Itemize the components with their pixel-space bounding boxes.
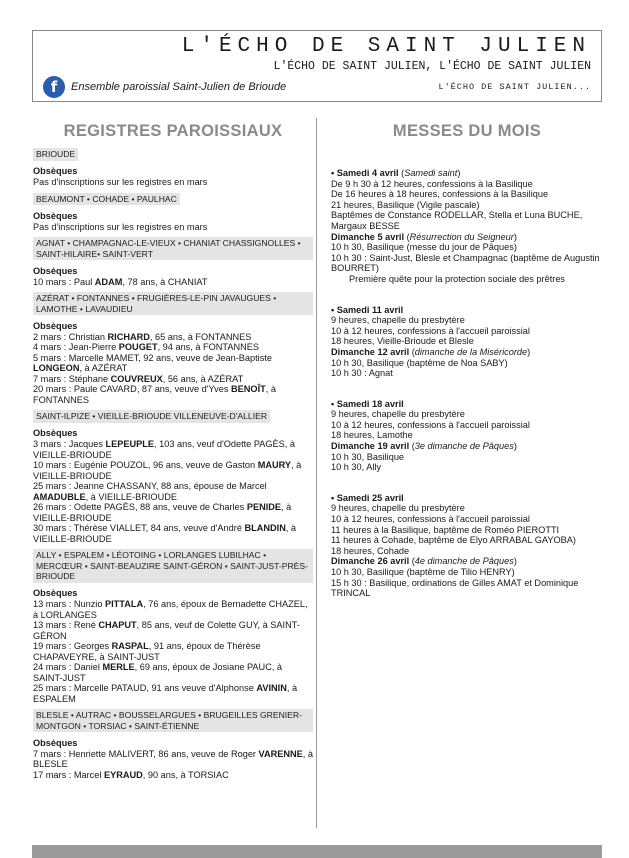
deceased-surname: POUGET [118,342,158,352]
registres-list [33,144,313,780]
registre-entry [33,523,313,544]
entry-text: Pas d'inscriptions sur les registres en mars [33,177,208,187]
registre-block [33,544,313,704]
mass-text: ) [527,346,531,357]
deceased-surname: COUVREUX [110,373,163,384]
mass-text: 10 h 30 : Agnat [331,368,393,379]
mass-week [331,493,603,599]
mass-day: • Samedi 25 avril [331,492,404,503]
entry-text: , à AZÉRAT [79,363,128,373]
mass-line [331,336,603,347]
mass-line [331,358,603,369]
mass-line [331,253,603,274]
entry-text: 19 mars : Georges [33,641,112,651]
mass-day: Dimanche 19 avril [331,441,412,452]
mass-day: Dimanche 12 avril [331,346,412,357]
mass-line [331,420,603,431]
mass-text: De 9 h 30 à 12 heures, confessions à la Basilique [331,178,533,189]
entry-text: 5 mars : Marcelle MAMET, 92 ans, veuve de Jean-Baptiste [33,352,272,363]
registre-entry [33,177,313,188]
footer-bar [32,845,602,858]
deceased-surname: RICHARD [107,331,150,342]
deceased-surname: LONGEON [33,363,80,373]
location-header: BLESLE • AUTRAC • BOUSSELARGUES • BRUGEILLES GRENIER-MONTGON • TORSIAC • SAINT-ÉTIENNE [33,709,313,732]
masthead-footer [43,76,591,98]
obseques-label: Obsèques [33,737,78,748]
entry-text: , à VIEILLE-BRIOUDE [33,502,292,523]
mass-day: • Samedi 11 avril [331,304,404,315]
registres-title: REGISTRES PAROISSIAUX [63,122,283,140]
mass-line [331,452,603,463]
mass-line [331,315,603,326]
registre-entry [33,222,313,233]
mass-day: • Samedi 4 avril [331,168,402,178]
deceased-surname: AVININ [256,683,287,693]
obseques-label: Obsèques [33,428,78,438]
registre-entry [33,460,313,481]
entry-text: 20 mars : Paule CAVARD, 87 ans, veuve d'Yves [33,384,232,394]
registre-entry [33,683,313,704]
entry-text: 7 mars : Stéphane [33,373,111,384]
registre-entry [33,599,313,620]
liturgical-note: dimanche de la Miséricorde [414,346,528,357]
mass-line [331,232,603,243]
mass-text: ( [401,168,405,178]
mass-text: Baptêmes de Constance RODELLAR, Stella et Luna BUCHE, Margaux BESSE [331,210,583,231]
mass-week [331,305,603,379]
obseques-label: Obsèques [33,166,78,176]
registre-entry [33,277,313,288]
entry-text: , 56 ans, à AZÉRAT [162,373,244,384]
entry-text: , à VIEILLE-BRIOUDE [33,523,297,544]
location-header: SAINT-ILPIZE • VIEILLE-BRIOUDE VILLENEUVE-D'ALLIER [33,410,270,423]
entry-text: , à BLESLE [33,748,314,769]
mass-text: De 16 heures à 18 heures, confessions à la Basilique [331,189,549,200]
entry-text: 26 mars : Odette PAGÈS, 88 ans, veuve de Charles [33,502,247,512]
entry-text: , 65 ans, à FONTANNES [149,331,252,342]
entry-text: 7 mars : Henriette MALIVERT, 86 ans, veuve de Roger [33,748,259,759]
mass-text: 10 h 30, Basilique (messe du jour de Pâques) [331,242,517,253]
newsletter-title: L'ÉCHO DE SAINT JULIEN [181,35,591,58]
mass-text: 15 h 30 : Basilique, ordinations de Gilles AMAT et Dominique TRINCAL [331,577,579,599]
mass-week [331,399,603,473]
liturgical-note: 3e dimanche de Pâques [414,441,514,452]
entry-text: 10 mars : Paul [33,276,95,287]
mass-text: 21 heures, Basilique (Vigile pascale) [331,199,480,210]
obseques-label: Obsèques [33,588,78,598]
mass-line [331,409,603,420]
entry-text: 3 mars : Jacques [33,439,106,449]
entry-text: , à VIEILLE-BRIOUDE [85,491,177,502]
obseques-label: Obsèques [33,265,78,276]
location-header: AGNAT • CHAMPAGNAC-LE-VIEUX • CHANIAT CHASSIGNOLLES • SAINT-HILAIRE• SAINT-VERT [33,237,313,260]
liturgical-note: 4e dimanche de Pâques [414,556,514,567]
parish-name: Ensemble paroissial Saint-Julien de Brioude [71,81,287,93]
mass-line [331,514,603,525]
registre-entry [33,332,313,343]
registre-entry [33,342,313,353]
mass-text: 10 h 30, Ally [331,462,382,473]
column-divider [316,118,317,828]
mass-line [331,347,603,358]
mass-day: Dimanche 26 avril [331,556,412,567]
deceased-surname: PENIDE [246,502,282,512]
entry-text: 17 mars : Marcel [33,769,104,780]
liturgical-note: Samedi saint [404,168,458,178]
mass-text: 11 heures à Cohade, baptême de Elyo ARRABAL GAYOBA) [331,535,576,546]
mass-line [331,493,603,504]
entry-text: 25 mars : Jeanne CHASSANY, 88 ans, épouse de Marcel [33,481,267,491]
registres-column [33,118,313,780]
mass-text: 9 heures, chapelle du presbytère [331,503,465,514]
location-header: ALLY • ESPALEM • LÉOTOING • LORLANGES LUBILHAC • MERCŒUR • SAINT-BEAUZIRE SAINT-GÉRON • SAINT-JUST-PRÈS-BRIOUDE [33,549,313,583]
entry-text: 13 mars : René [33,620,99,630]
entry-text: , à VIEILLE-BRIOUDE [33,460,302,481]
registre-entry [33,620,313,641]
registre-entry [33,384,313,405]
mass-text: ( [411,556,415,567]
mass-day: • Samedi 18 avril [331,398,404,409]
registre-block [33,704,313,780]
deceased-surname: MAURY [257,460,292,470]
entry-text: 25 mars : Marcelle PATAUD, 91 ans veuve d'Alphonse [33,683,257,693]
entry-text: , 103 ans, veuf d'Odette PAGÈS, à VIEILLE-BRIOUDE [33,439,296,460]
mass-text: ( [411,441,415,452]
mass-line [331,430,603,441]
messes-list [331,168,603,599]
mass-text: ) [457,168,461,178]
mass-text: 10 h 30, Basilique (baptême de Tilio HENRY) [331,567,515,577]
deceased-surname: BENOÎT [231,384,266,394]
mass-text: ) [513,556,517,567]
mass-line [331,556,603,567]
mass-line [331,535,603,546]
deceased-surname: AMADUBLE [33,491,86,502]
registre-block [33,144,313,188]
tagline: L'ÉCHO DE SAINT JULIEN... [438,82,591,92]
mass-text: Première quête pour la protection sociale des prêtres [349,273,566,284]
mass-line [331,179,603,190]
deceased-surname: CHAPUT [98,620,137,630]
mass-line [331,525,603,536]
mass-line [331,326,603,337]
registre-entry [33,481,313,502]
newsletter-subtitle: L'ÉCHO DE SAINT JULIEN, L'ÉCHO DE SAINT JULIEN [273,60,591,73]
registre-block [33,188,313,233]
mass-line [331,441,603,452]
registre-block [33,405,313,544]
entry-text: , 85 ans, veuf de Colette GUY, à SAINT-GÉRON [33,620,300,641]
mass-text: 18 heures, Cohade [331,545,410,556]
mass-text: 9 heures, chapelle du presbytère [331,409,465,420]
mass-text: 11 heures à la Basilique, baptême de Roméo PIEROTTI [331,524,560,535]
entry-text: , 69 ans, époux de Josiane PAUC, à SAINT-JUST [33,662,283,683]
mass-text: 10 h 30, Basilique [331,451,405,462]
entry-text: , 90 ans, à TORSIAC [142,769,229,780]
registre-block [33,287,313,405]
mass-text: ( [411,346,415,357]
entry-text: 30 mars : Thérèse VIALLET, 84 ans, veuve d'André [33,523,245,533]
facebook-icon[interactable]: f [43,76,65,98]
mass-text: ( [406,231,410,242]
mass-line [331,274,603,285]
entry-text: 10 mars : Eugénie POUZOL, 96 ans, veuve de Gaston [33,460,258,470]
masthead [32,30,602,102]
registre-entry [33,770,313,781]
mass-line [331,503,603,514]
deceased-surname: MERLE [102,662,135,672]
mass-text: 10 h 30, Basilique (baptême de Noa SABY) [331,357,508,368]
liturgical-note: Résurrection du Seigneur [409,231,514,242]
mass-text: 10 à 12 heures, confessions à l'accueil paroissial [331,325,530,336]
deceased-surname: RASPAL [111,641,149,651]
obseques-label: Obsèques [33,210,78,221]
deceased-surname: VARENNE [258,748,303,759]
mass-text: 10 h 30 : Saint-Just, Blesle et Champagnac (baptême de Augustin BOURRET) [331,252,600,274]
mass-text: 10 à 12 heures, confessions à l'accueil paroissial [331,419,530,430]
registre-entry [33,662,313,683]
entry-text: , 91 ans, époux de Thérèse CHAPAVEYRE, à SAINT-JUST [33,641,261,662]
mass-line [331,168,603,179]
deceased-surname: ADAM [94,276,123,287]
registre-entry [33,641,313,662]
mass-line [331,210,603,231]
registre-entry [33,502,313,523]
mass-line [331,546,603,557]
location-header: BEAUMONT • COHADE • PAULHAC [33,193,180,206]
mass-line [331,200,603,211]
mass-text: 9 heures, chapelle du presbytère [331,315,465,326]
mass-line [331,567,603,578]
mass-line [331,305,603,316]
registre-entry [33,374,313,385]
registre-entry [33,749,313,770]
location-header: BRIOUDE [33,148,78,161]
deceased-surname: BLANDIN [244,523,286,533]
entry-text: , 78 ans, à CHANIAT [122,276,208,287]
deceased-surname: PITTALA [105,599,144,609]
mass-text: 10 à 12 heures, confessions à l'accueil paroissial [331,514,530,525]
mass-line [331,399,603,410]
location-header: AZÉRAT • FONTANNES • FRUGIÈRES-LE-PIN JAVAUGUES • LAMOTHE • LAVAUDIEU [33,292,313,315]
entry-text: , 76 ans, époux de Bernadette CHAZEL, à LORLANGES [33,599,308,620]
entry-text: 13 mars : Nunzio [33,599,105,609]
mass-text: ) [513,441,517,452]
deceased-surname: LEPEUPLE [105,439,155,449]
entry-text: 24 mars : Daniel [33,662,103,672]
mass-text: 18 heures, Vieille-Brioude et Blesle [331,336,474,347]
entry-text: Pas d'inscriptions sur les registres en mars [33,221,208,232]
entry-text: , à FONTANNES [33,384,276,405]
registre-block [33,232,313,287]
registre-entry [33,439,313,460]
mass-day: Dimanche 5 avril [331,231,407,242]
mass-line [331,189,603,200]
mass-line [331,368,603,379]
mass-line [331,462,603,473]
entry-text: 4 mars : Jean-Pierre [33,342,119,352]
entry-text: 2 mars : Christian [33,331,108,342]
mass-text: 18 heures, Lamothe [331,430,413,441]
messes-title: MESSES DU MOIS [392,122,542,140]
entry-text: , 94 ans, à FONTANNES [157,342,260,352]
entry-text: , à ESPALEM [33,683,298,704]
mass-line [331,578,603,599]
mass-text: ) [513,231,517,242]
deceased-surname: EYRAUD [103,769,143,780]
mass-line [331,242,603,253]
messes-column [331,118,603,599]
obseques-label: Obsèques [33,320,78,331]
registre-entry [33,353,313,374]
mass-week [331,168,603,285]
